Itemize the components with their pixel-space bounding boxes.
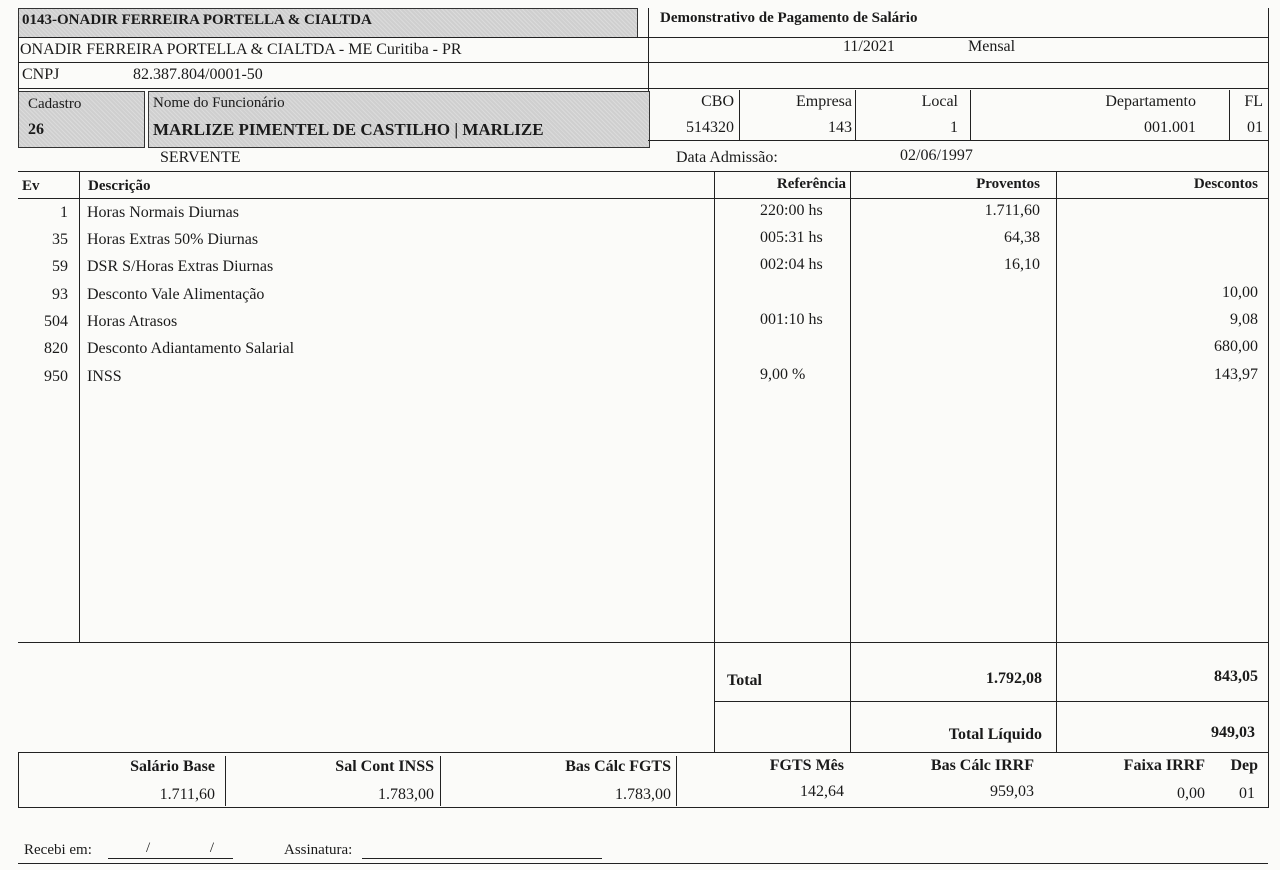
bas-calc-fgts-value: 1.783,00 (615, 786, 671, 803)
row-ev: 504 (44, 313, 68, 330)
row-referencia: 005:31 hs (760, 229, 823, 246)
row-ev: 59 (52, 258, 68, 275)
fl-value: 01 (1247, 119, 1263, 136)
liquido-value: 949,03 (1211, 724, 1255, 741)
salario-base-label: Salário Base (130, 758, 215, 775)
admissao-value: 02/06/1997 (900, 147, 973, 164)
bas-calc-irrf-label: Bas Cálc IRRF (930, 757, 1034, 774)
cbo-value: 514320 (686, 119, 734, 136)
row-proventos: 64,38 (1004, 229, 1040, 246)
row-descontos: 680,00 (1214, 338, 1258, 355)
assinatura-label: Assinatura: (284, 842, 353, 858)
row-descricao: INSS (87, 368, 122, 385)
fl-label: FL (1244, 93, 1263, 110)
bas-calc-fgts-label: Bas Cálc FGTS (565, 758, 671, 775)
fgts-mes-value: 142,64 (800, 783, 844, 800)
sal-cont-inss-value: 1.783,00 (378, 786, 434, 803)
row-referencia: 220:00 hs (760, 202, 823, 219)
row-descricao: Desconto Vale Alimentação (87, 286, 265, 303)
row-ev: 950 (44, 368, 68, 385)
total-proventos: 1.792,08 (986, 670, 1042, 687)
col-proventos: Proventos (976, 176, 1040, 192)
row-referencia: 9,00 % (760, 366, 806, 383)
faixa-irrf-value: 0,00 (1177, 785, 1205, 802)
departamento-value: 001.001 (1144, 119, 1196, 136)
recebi-label: Recebi em: (24, 842, 92, 858)
col-ev: Ev (22, 178, 40, 194)
cadastro-label: Cadastro (28, 96, 82, 112)
dep-label: Dep (1230, 757, 1258, 774)
row-referencia: 001:10 hs (760, 311, 823, 328)
row-ev: 820 (44, 340, 68, 357)
bas-calc-irrf-value: 959,03 (990, 783, 1034, 800)
row-descontos: 9,08 (1230, 311, 1258, 328)
period-type: Mensal (968, 38, 1016, 55)
row-descontos: 143,97 (1214, 366, 1258, 383)
row-descontos: 10,00 (1222, 284, 1258, 301)
signature-line[interactable] (362, 858, 602, 859)
period: 11/2021 (843, 38, 895, 55)
nome-label: Nome do Funcionário (153, 95, 285, 111)
empresa-value: 143 (828, 119, 852, 136)
total-descontos: 843,05 (1214, 668, 1258, 685)
sal-cont-inss-label: Sal Cont INSS (335, 758, 434, 775)
row-referencia: 002:04 hs (760, 256, 823, 273)
fgts-mes-label: FGTS Mês (769, 757, 844, 774)
empresa-label: Empresa (796, 93, 852, 110)
row-descricao: Desconto Adiantamento Salarial (87, 340, 295, 357)
col-referencia: Referência (776, 176, 846, 192)
cnpj-value: 82.387.804/0001-50 (133, 66, 263, 83)
cargo: SERVENTE (160, 149, 241, 166)
salario-base-value: 1.711,60 (159, 786, 215, 803)
local-label: Local (921, 93, 958, 110)
faixa-irrf-label: Faixa IRRF (1123, 757, 1205, 774)
recebi-underline[interactable] (108, 858, 233, 859)
row-ev: 1 (60, 204, 68, 221)
departamento-label: Departamento (1105, 93, 1196, 110)
row-proventos: 1.711,60 (984, 202, 1040, 219)
local-value: 1 (950, 119, 958, 136)
row-proventos: 16,10 (1004, 256, 1040, 273)
nome-value: MARLIZE PIMENTEL DE CASTILHO | MARLIZE (153, 120, 544, 139)
cadastro-value: 26 (28, 121, 44, 138)
company-full-name: ONADIR FERREIRA PORTELLA & CIALTDA - ME Curitiba - PR (20, 41, 462, 58)
row-descricao: Horas Normais Diurnas (87, 204, 239, 221)
row-descricao: Horas Extras 50% Diurnas (87, 231, 259, 248)
row-ev: 35 (52, 231, 68, 248)
document-title: Demonstrativo de Pagamento de Salário (660, 10, 918, 26)
cnpj-label: CNPJ (22, 66, 60, 83)
row-descricao: Horas Atrasos (87, 313, 178, 330)
liquido-label: Total Líquido (948, 726, 1042, 743)
admissao-label: Data Admissão: (676, 149, 778, 166)
col-descontos: Descontos (1193, 176, 1258, 192)
row-ev: 93 (52, 286, 68, 303)
cbo-label: CBO (701, 93, 734, 110)
dep-value: 01 (1239, 785, 1255, 802)
row-descricao: DSR S/Horas Extras Diurnas (87, 258, 274, 275)
col-descricao: Descrição (88, 178, 151, 194)
recebi-date: / / (146, 840, 243, 856)
company-code-name: 0143-ONADIR FERREIRA PORTELLA & CIALTDA (22, 12, 372, 28)
total-label: Total (727, 672, 762, 689)
